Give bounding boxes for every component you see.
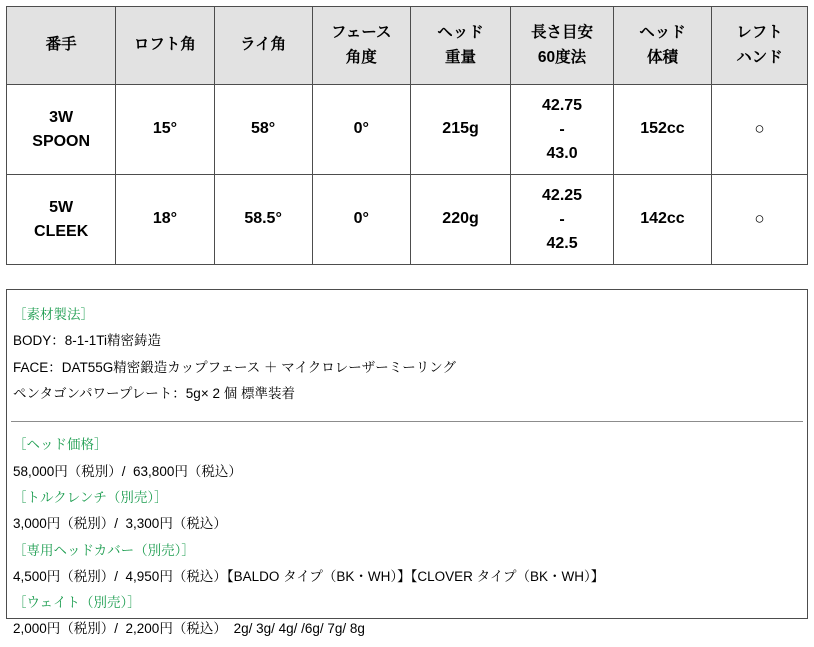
weight-line: 2,000円（税別）/ 2,200円（税込） 2g/ 3g/ 4g/ /6g/ 7g/ 8g (13, 621, 365, 637)
notes-panel (6, 289, 808, 637)
cell-head-weight: 215g (410, 85, 510, 175)
head-price-line: 58,000円（税別）/ 63,800円（税込） (13, 463, 242, 479)
cell-loft: 15° (116, 85, 214, 175)
cell-head-weight: 220g (410, 175, 510, 265)
cell-lie: 58.5° (214, 175, 312, 265)
column-header-head-weight (410, 7, 510, 85)
head-price-heading: ［ヘッド価格］ (13, 437, 108, 453)
spec-table-header (7, 7, 808, 85)
cell-length (511, 85, 614, 175)
cell-left-hand (712, 175, 808, 265)
table-row (7, 175, 808, 265)
torque-wrench-heading: ［トルクレンチ（別売）］ (13, 489, 168, 505)
column-header-lie (214, 7, 312, 85)
cell-left-hand (712, 85, 808, 175)
cell-model (7, 85, 116, 175)
circle-icon: ○ (754, 209, 765, 229)
column-header-text: ロフト角 (133, 36, 196, 54)
column-header-text-line2: 角度 (345, 48, 377, 66)
cell-model (7, 175, 116, 265)
column-header-text-line2: 体積 (646, 48, 678, 66)
column-header-length (511, 7, 614, 85)
model-name: SPOON (32, 132, 91, 150)
column-header-text-line1: レフト (736, 24, 783, 42)
material-line: ペンタゴンパワープレート：5g× 2 個 標準装着 (13, 385, 295, 401)
head-cover-line: 4,500円（税別）/ 4,950円（税込）【BALDO タイプ（BK・WH）】【CLOVER タイプ（BK・WH）】 (13, 568, 605, 584)
column-header-model (7, 7, 116, 85)
price-section (11, 432, 803, 643)
cell-head-volume: 142cc (613, 175, 711, 265)
spec-table-body (7, 85, 808, 265)
column-header-head-volume (613, 7, 711, 85)
section-divider (11, 421, 803, 422)
column-header-face-angle (312, 7, 410, 85)
material-line: FACE：DAT55G精密鍛造カップフェース ＋ マイクロレーザーミーリング (13, 359, 456, 375)
column-header-text-line1: 長さ目安 (531, 24, 594, 42)
column-header-text-line1: フェース (331, 24, 392, 42)
cell-length (511, 175, 614, 265)
cell-face-angle: 0° (312, 85, 410, 175)
torque-wrench-line: 3,000円（税別）/ 3,300円（税込） (13, 516, 227, 532)
head-cover-heading: ［専用ヘッドカバー（別売）］ (13, 542, 195, 558)
column-header-text-line2: ハンド (736, 48, 783, 66)
length-dash: - (559, 210, 565, 228)
weight-heading: ［ウェイト（別売）］ (13, 595, 141, 611)
column-header-text: 番手 (45, 36, 77, 54)
length-to: 42.5 (546, 234, 578, 252)
column-header-text: ライ角 (240, 36, 287, 54)
model-number: 5W (49, 198, 74, 216)
cell-lie: 58° (214, 85, 312, 175)
material-line: BODY：8-1-1Ti精密鋳造 (13, 333, 162, 349)
model-name: CLEEK (34, 222, 89, 240)
club-spec-table (6, 6, 808, 265)
column-header-text-line2: 重量 (445, 48, 477, 66)
cell-loft: 18° (116, 175, 214, 265)
length-to: 43.0 (546, 144, 578, 162)
column-header-left-hand (712, 7, 808, 85)
cell-face-angle: 0° (312, 175, 410, 265)
circle-icon: ○ (754, 119, 765, 139)
length-dash: - (559, 120, 565, 138)
column-header-text-line2: 60度法 (537, 48, 587, 66)
column-header-text-line1: ヘッド (639, 24, 686, 42)
cell-head-volume: 152cc (613, 85, 711, 175)
model-number: 3W (49, 108, 74, 126)
column-header-loft (116, 7, 214, 85)
table-row (7, 85, 808, 175)
column-header-text-line1: ヘッド (437, 24, 484, 42)
material-heading: ［素材製法］ (13, 307, 94, 322)
material-section (11, 302, 803, 407)
length-from: 42.25 (542, 186, 583, 204)
length-from: 42.75 (542, 96, 583, 114)
table-header-row (7, 7, 808, 85)
